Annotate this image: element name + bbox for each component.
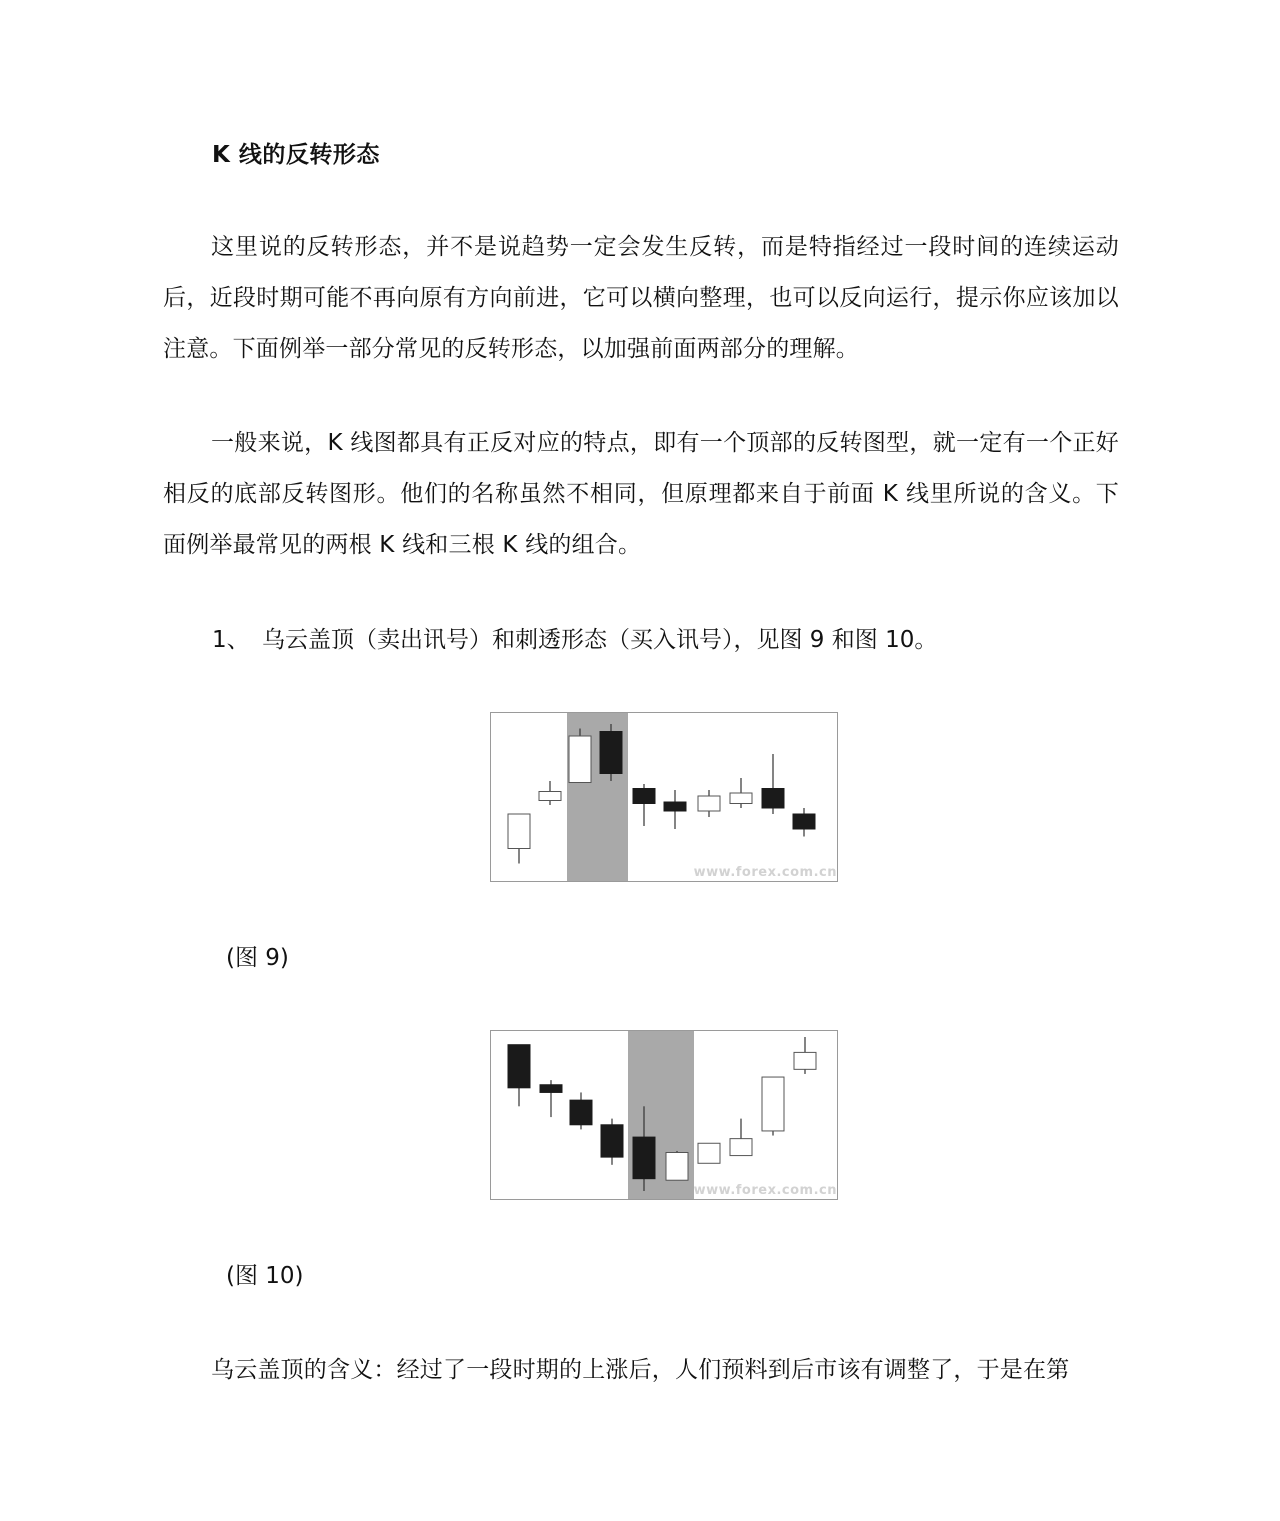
- figure-10-candle-4: [601, 1119, 623, 1165]
- figure-10-watermark: www.forex.com.cn: [693, 1183, 837, 1198]
- figure-9-candle-3: [569, 729, 591, 783]
- figure-10-candlestick-chart: [490, 1030, 838, 1200]
- figure-10-candle-body: [666, 1153, 688, 1181]
- figure-10-candle-body: [508, 1045, 530, 1088]
- figure-10-candle-body: [570, 1100, 592, 1125]
- figure-9-candle-body: [633, 789, 655, 804]
- list-item-text: 乌云盖顶（卖出讯号）和刺透形态（买入讯号），见图 9 和图 10。: [262, 627, 938, 653]
- figure-9-candle-8: [730, 778, 752, 808]
- figure-9-candle-9: [762, 754, 784, 814]
- list-item-number: 1、: [212, 627, 250, 653]
- figure-9-svg: [491, 713, 837, 881]
- figure-10-candle-body: [730, 1139, 752, 1156]
- figure-10-candle-body: [633, 1137, 655, 1179]
- figure-9-caption: (图 9): [226, 945, 289, 971]
- figure-9-watermark: www.forex.com.cn: [693, 865, 837, 880]
- figure-9-candle-10: [793, 808, 815, 837]
- figure-9-candle-5: [633, 784, 655, 826]
- figure-9-candle-body: [508, 814, 530, 849]
- figure-10-svg: [491, 1031, 837, 1199]
- figure-10-candle-9: [762, 1077, 784, 1136]
- figure-9-candle-body: [730, 793, 752, 804]
- figure-10-candle-7: [698, 1143, 720, 1163]
- figure-9-candle-7: [698, 790, 720, 817]
- dark-cloud-meaning-paragraph: 乌云盖顶的含义：经过了一段时期的上涨后，人们预料到后市该有调整了，于是在第: [211, 1357, 1070, 1383]
- figure-10-candle-body: [601, 1125, 623, 1157]
- figure-10-candle-8: [730, 1119, 752, 1156]
- figure-10-candle-3: [570, 1092, 592, 1129]
- figure-10-candle-body: [794, 1052, 816, 1069]
- section-heading: K 线的反转形态: [212, 142, 380, 168]
- figure-9-candle-body: [539, 792, 561, 801]
- figure-10-candle-body: [762, 1077, 784, 1131]
- list-item-1: [212, 615, 937, 666]
- intro-paragraph: 这里说的反转形态，并不是说趋势一定会发生反转，而是特指经过一段时间的连续运动后，近段时期可能不再向原有方向前进，它可以横向整理，也可以反向运行，提示你应该加以注意。下面例举一部分常见的反转形态，以加强前面两部分的理解。: [163, 234, 1119, 362]
- figure-9-candle-1: [508, 814, 530, 864]
- figure-9-candle-body: [762, 789, 784, 809]
- figure-10-candle-body: [698, 1143, 720, 1163]
- figure-10-candle-1: [508, 1045, 530, 1107]
- figure-9-candle-6: [664, 790, 686, 829]
- figure-10-candle-10: [794, 1037, 816, 1074]
- figure-10-candle-2: [540, 1080, 562, 1117]
- figure-9-candle-body: [664, 802, 686, 811]
- figure-9-candle-body: [793, 814, 815, 829]
- figure-9-candlestick-chart: [490, 712, 838, 882]
- symmetry-paragraph: 一般来说，K 线图都具有正反对应的特点，即有一个顶部的反转图型，就一定有一个正好相反的底部反转图形。他们的名称虽然不相同，但原理都来自于前面 K 线里所说的含义。下面例举最常见的两根 K 线和三根 K 线的组合。: [163, 430, 1119, 558]
- figure-10-candle-body: [540, 1085, 562, 1093]
- figure-9-candle-body: [569, 736, 591, 783]
- figure-9-candle-body: [698, 796, 720, 811]
- figure-9-candle-4: [600, 724, 622, 781]
- figure-10-caption: (图 10): [226, 1263, 304, 1289]
- figure-10-candle-6: [666, 1151, 688, 1180]
- figure-9-candle-2: [539, 781, 561, 805]
- figure-9-candle-body: [600, 732, 622, 774]
